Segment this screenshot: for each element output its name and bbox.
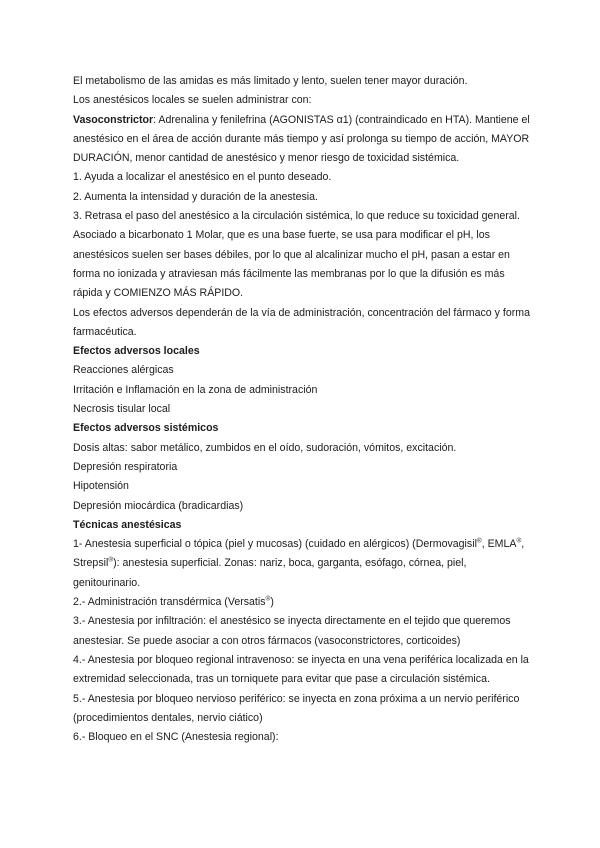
- list-item-depresion-miocardica: Depresión miocárdica (bradicardias): [73, 499, 244, 512]
- list-item-necrosis: Necrosis tisular local: [73, 403, 171, 416]
- heading-tecnicas: Técnicas anestésicas: [73, 518, 182, 531]
- technique-5: 5.- Anestesia por bloqueo nervioso periférico: se inyecta en zona próxima a un nervio periférico (procedimientos dentales, nervio ciático): [73, 692, 520, 724]
- document-body: [73, 72, 533, 747]
- vasoconstrictor-term: Vasoconstrictor: [73, 113, 154, 126]
- list-item-depresion-respiratoria: Depresión respiratoria: [73, 460, 178, 473]
- paragraph-efectos-adversos: Los efectos adversos dependerán de la vía de administración, concentración del fármaco y forma farmacéutica.: [73, 306, 530, 338]
- technique-3: 3.- Anestesia por infiltración: el anestésico se inyecta directamente en el tejido que queremos anestesiar. Se puede asociar a con otros fármacos (vasoconstrictores, corticoides): [73, 615, 511, 647]
- heading-efectos-sistemicos: Efectos adversos sistémicos: [73, 422, 219, 435]
- heading-efectos-locales: Efectos adversos locales: [73, 345, 200, 358]
- technique-2: 2.- Administración transdérmica (Versatis®): [73, 595, 274, 609]
- list-item-3: 3. Retrasa el paso del anestésico a la circulación sistémica, lo que reduce su toxicidad general.: [73, 210, 520, 223]
- paragraph-bicarbonato: Asociado a bicarbonato 1 Molar, que es una base fuerte, se usa para modificar el pH, los anestésicos suelen ser bases débiles, por lo que al alcalinizar mucho el pH, pasan a estar en forma no ionizada y atraviesan más fácilmente las membranas por lo que la difusión es más rápida y COMIENZO MÁS RÁPIDO.: [73, 229, 510, 300]
- list-item-dosis-altas: Dosis altas: sabor metálico, zumbidos en el oído, sudoración, vómitos, excitación.: [73, 441, 457, 454]
- list-item-reacciones: Reacciones alérgicas: [73, 364, 174, 377]
- technique-1: 1- Anestesia superficial o tópica (piel y mucosas) (cuidado en alérgicos) (Dermovagisil®, EMLA®, Strepsil®): anestesia superficial. Zonas: nariz, boca, garganta, esófago, córnea, piel, genitourinario.: [73, 537, 525, 589]
- list-item-2: 2. Aumenta la intensidad y duración de la anestesia.: [73, 190, 318, 203]
- technique-6: 6.- Bloqueo en el SNC (Anestesia regional):: [73, 731, 279, 744]
- list-item-irritacion: Irritación e Inflamación en la zona de administración: [73, 383, 318, 396]
- paragraph-amidas: El metabolismo de las amidas es más limitado y lento, suelen tener mayor duración.: [73, 75, 468, 87]
- technique-4: 4.- Anestesia por bloqueo regional intravenoso: se inyecta en una vena periférica localizada en la extremidad seleccionada, tras un torniquete para evitar que pase a circulación sistémica.: [73, 653, 529, 686]
- vasoconstrictor-description: : Adrenalina y fenilefrina (AGONISTAS α1) (contraindicado en HTA). Mantiene el anestésico en el área de acción durante más tiempo y así prolonga su tiempo de acción, MAYOR DURACIÓN, menor cantidad de anestésico y menor riesgo de toxicidad sistémica.: [73, 113, 530, 165]
- list-item-1: 1. Ayuda a localizar el anestésico en el punto deseado.: [73, 171, 332, 184]
- paragraph-administracion: Los anestésicos locales se suelen administrar con:: [73, 94, 312, 107]
- paragraph-vasoconstrictor: [73, 111, 533, 169]
- list-item-hipotension: Hipotensión: [73, 480, 129, 493]
